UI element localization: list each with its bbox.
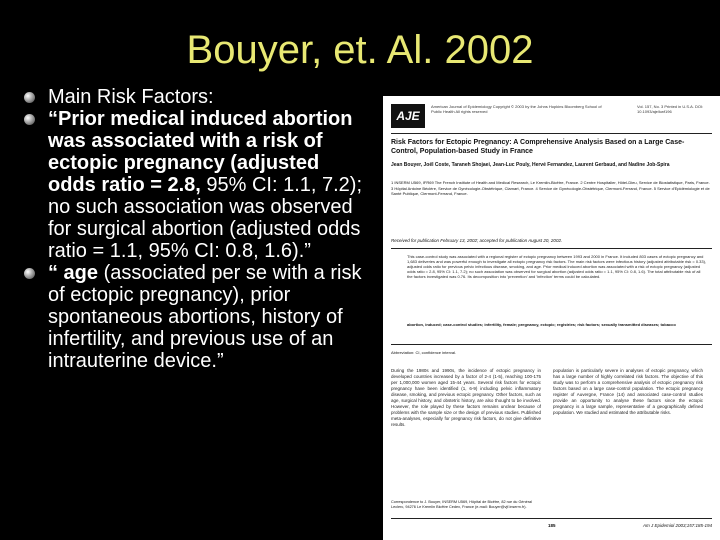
bullet-quote-bold: “Prior medical induced abortion was associated with a risk of ectopic pregnancy (adjusted odds ratio = 2.8, xyxy=(48,108,353,196)
bullet-text: Main Risk Factors: xyxy=(48,86,214,108)
journal-volume-info: Vol. 157, No. 3 Printed in U.S.A. DOI: 10.1093/aje/kwf196 xyxy=(637,104,704,114)
bullet-icon xyxy=(24,268,35,279)
paper-journal-ref: Am J Epidemiol 2003;157:185-194 xyxy=(642,523,712,528)
paper-image xyxy=(383,96,720,540)
bullet-item xyxy=(22,108,367,262)
paper-abstract: This case-control study was associated with a regional register of ectopic pregnancy between 1993 and 2000 in France. It included 803 cases of ectopic pregnancy and 1,683 deliveries and was powerful enough to investigate all ectopic pregnancy risk factors. The main risk factors were infectious history (adjusted attributable risk = 0.33), adjusted odds ratio for previous pelvic infectious disease, smoking, and age. Prior medical induced abortion was associated with a risk of ectopic pregnancy (adjusted odds ratio = 2.8, 95% CI: 1.1, 7.2); no such association was observed for surgical abortion (adjusted odds ratio = 1.1, 95% CI: 0.8, 1.6). The total attributable risk of all the factors investigated was 0.76. Its decomposition into 'prevention' and 'infection' terms could be calculated. xyxy=(407,254,707,279)
divider xyxy=(391,518,712,519)
bullet-item xyxy=(22,262,367,372)
paper-footnote: Correspondence to J. Bouyer, INSERM U569, Hôpital de Bicêtre, 82 rue du Général Leclerc, 94276 Le Kremlin Bicêtre Cedex, France (e-mail: Bouyer@vjf.inserm.fr). xyxy=(391,500,532,509)
bullet-item xyxy=(22,86,367,108)
paper-page-number: 185 xyxy=(548,523,556,528)
bullet-icon xyxy=(24,114,35,125)
paper-column-left: During the 1980s and 1990s, the incidence of ectopic pregnancy in developed countries increased by a factor of 2-4 (1-5), reaching 100-175 per 1,000,000 women aged 15-44 years. Several risk factors for ectopic pregnancy have been identified (1, 6-9) including pelvic inflammatory disease, smoking, and previous ectopic pregnancy. Other factors, such as age, surgical history, and obstetric history, are also thought to be involved. However, the role played by these factors remains unclear because of problems with the sample size or the design of previous studies. Published meta-analyses, especially for pregnancy risk factors, do not give definitive results. xyxy=(391,368,541,427)
divider xyxy=(391,133,712,134)
paper-received: Received for publication February 13, 2002; accepted for publication August 20, 2002. xyxy=(391,238,563,243)
paper-affiliations: 1 INSERM U569, IFR69 The French Institute of Health and Medical Research, Le Kremlin-Bicêtre, France. 2 Centre Hospitalier, Hôtel-Dieu, Service de Biostatistique, Paris, France. 3 Hôpital Antoine Béclère, Service de Gynécologie-Obstétrique, Clamart, France. 4 Service de Gynécologie-Obstétrique, Clermont-Ferrand, France. 5 Service d'Epidémiologie et de Santé Publique, Clermont-Ferrand, France. xyxy=(391,180,710,196)
bullet-quote-prefix: “ xyxy=(48,262,58,284)
bullet-quote-normal: 95% CI: 1.1, 7.2); no such association was observed for surgical abortion (adjusted odds ratio = 1.1, 95% CI: 0.8, 1.6).” xyxy=(48,174,363,262)
journal-logo: AJE xyxy=(391,104,425,128)
bullet-icon xyxy=(24,92,35,103)
paper-header xyxy=(391,104,711,130)
slide-title: Bouyer, et. Al. 2002 xyxy=(186,28,534,72)
bullet-quote-bold: age xyxy=(58,262,99,284)
bullet-list xyxy=(22,86,367,372)
paper-column-right: population is particularly severe in analyses of ectopic pregnancy, which has a large number of highly correlated risk factors. The objective of this study was to perform a comprehensive analysis of ectopic pregnancy risk factors based on a large case-control population. The ectopic pregnancy register of Auvergne, France (14) and associated case-control studies provide an opportunity to analyse these factors since the ectopic pregnancy is a large sample, representative of a geographically defined population. We studied and estimated the attributable risks. xyxy=(553,368,703,415)
divider xyxy=(391,248,712,249)
journal-header-text: American Journal of Epidemiology Copyright © 2003 by the Johns Hopkins Bloomberg School of Public Health All rights reserved xyxy=(431,104,602,114)
paper-abbreviation: Abbreviation: CI, confidence interval. xyxy=(391,350,457,355)
paper-title: Risk Factors for Ectopic Pregnancy: A Comprehensive Analysis Based on a Large Case-Control, Population-based Study in France xyxy=(391,139,685,155)
paper-authors: Jean Bouyer, Joël Coste, Taraneh Shojaei, Jean-Luc Pouly, Hervé Fernandez, Laurent Gerbaud, and Nadine Job-Spira xyxy=(391,162,670,168)
paper-keywords: abortion, induced; case-control studies; infertility, female; pregnancy, ectopic; registries; risk factors; sexually transmitted diseases; tobacco xyxy=(407,322,676,327)
divider xyxy=(391,344,712,345)
bullet-quote-normal: (associated per se with a risk of ectopic pregnancy), prior spontaneous abortions, history of infertility, and previous use of an intrauterine device.” xyxy=(48,262,362,372)
